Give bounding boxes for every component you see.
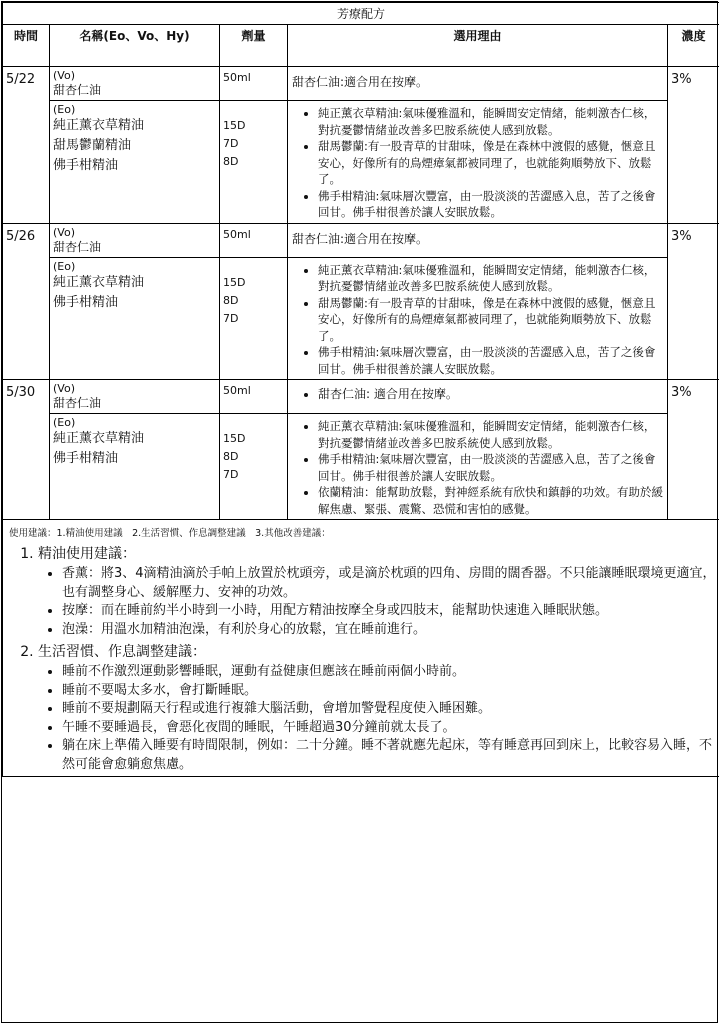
vo-dose: 50ml — [220, 380, 288, 414]
eo-oil-name: 純正薰衣草精油 — [53, 429, 216, 449]
advice-list — [3, 543, 719, 774]
eo-dose-cell — [220, 414, 288, 520]
vo-reason-cell — [288, 67, 668, 101]
vo-dose: 50ml — [220, 67, 288, 101]
eo-dose-cell — [220, 257, 288, 380]
advice-section-title: 精油使用建議： — [38, 546, 136, 562]
vo-cell — [50, 67, 220, 101]
eo-reason-cell — [288, 257, 668, 380]
eo-dose: 7D — [223, 310, 284, 328]
eo-reason: • 甜馬鬱蘭:有一股青草的甘甜味，像是在森林中渡假的感覺，愜意且安心，好像所有的鳥煙瘴氣都被同理了，也就能夠順勢放下、放鬆了。 — [318, 295, 663, 345]
advice-items — [38, 565, 719, 639]
eo-reason: • 依蘭精油：能幫助放鬆，對神經系統有欣快和鎮靜的功效。有助於緩解焦慮、緊張、震驚、恐慌和害怕的感覺。 — [318, 484, 663, 517]
eo-oil-name: 純正薰衣草精油 — [53, 273, 216, 293]
advice-item: • 睡前不要喝太多水，會打斷睡眠。 — [62, 682, 719, 701]
entry-vo-row — [3, 380, 719, 414]
vo-type-label: (Vo) — [53, 69, 216, 82]
entry-concentration: 3% — [668, 67, 719, 224]
advice-item: • 香薰：將3、4滴精油滴於手帕上放置於枕頭旁，或是滴於枕頭的四角、房間的闊香器。不只能讓睡眠環境更適宜，也有調整身心、緩解壓力、安神的功效。 — [62, 565, 719, 602]
eo-reason-cell — [288, 101, 668, 224]
eo-dose: 8D — [223, 292, 284, 310]
vo-oil-name: 甜杏仁油 — [53, 82, 216, 98]
eo-dose-cell — [220, 101, 288, 224]
eo-dose: 8D — [223, 153, 284, 171]
eo-cell — [50, 257, 220, 380]
entry-date: 5/30 — [3, 380, 50, 520]
header-concentration: 濃度 — [668, 25, 719, 67]
vo-reason: 甜杏仁油:適合用在按摩。 — [292, 75, 428, 89]
advice-item: • 睡前不要規劃隔天行程或進行複雜大腦活動，會增加警覺程度使入睡困難。 — [62, 700, 719, 719]
document-page — [1, 1, 718, 1023]
advice-items — [38, 663, 719, 774]
vo-dose: 50ml — [220, 223, 288, 257]
eo-oil-name: 純正薰衣草精油 — [53, 116, 216, 136]
eo-oil-name: 佛手柑精油 — [53, 293, 216, 313]
eo-reason: • 佛手柑精油:氣味層次豐富，由一股淡淡的苦澀感入息，苦了之後會回甘。佛手柑很善於讓人安眠放鬆。 — [318, 451, 663, 484]
eo-reason: • 純正薰衣草精油:氣味優雅溫和，能瞬間安定情緒，能刺激杏仁核，對抗憂鬱情緒並改善多巴胺系統使人感到放鬆。 — [318, 105, 663, 138]
eo-dose: 15D — [223, 274, 284, 292]
vo-cell — [50, 223, 220, 257]
advice-section — [38, 543, 719, 639]
eo-reason: • 佛手柑精油:氣味層次豐富，由一股淡淡的苦澀感入息，苦了之後會回甘。佛手柑很善於讓人安眠放鬆。 — [318, 344, 663, 377]
entry-eo-row — [3, 414, 719, 520]
eo-type-label: (Eo) — [53, 103, 216, 116]
entry-date: 5/22 — [3, 67, 50, 224]
advice-item: • 午睡不要睡過長，會惡化夜間的睡眠，午睡超過30分鐘前就太長了。 — [62, 719, 719, 738]
entry-concentration: 3% — [668, 380, 719, 520]
advice-item: • 按摩：而在睡前約半小時到一小時，用配方精油按摩全身或四肢末，能幫助快速進入睡眠狀態。 — [62, 602, 719, 621]
advice-section-title: 生活習慣、作息調整建議： — [38, 644, 206, 660]
eo-cell — [50, 414, 220, 520]
vo-oil-name: 甜杏仁油 — [53, 239, 216, 255]
entry-eo-row — [3, 257, 719, 380]
header-time: 時間 — [3, 25, 50, 67]
vo-cell — [50, 380, 220, 414]
vo-type-label: (Vo) — [53, 382, 216, 395]
entry-date: 5/26 — [3, 223, 50, 380]
advice-item: • 睡前不作激烈運動影響睡眠，運動有益健康但應該在睡前兩個小時前。 — [62, 663, 719, 682]
eo-dose: 15D — [223, 117, 284, 135]
advice-section — [38, 641, 719, 774]
eo-dose: 8D — [223, 448, 284, 466]
eo-reason-list — [292, 262, 663, 378]
advice-heading: 使用建議：1.精油使用建議 2.生活習慣、作息調整建議 3.其他改善建議： — [3, 520, 719, 541]
advice-cell — [3, 520, 719, 777]
eo-reason: • 純正薰衣草精油:氣味優雅溫和，能瞬間安定情緒，能刺激杏仁核，對抗憂鬱情緒並改善多巴胺系統使人感到放鬆。 — [318, 418, 663, 451]
vo-oil-name: 甜杏仁油 — [53, 395, 216, 411]
eo-reason-list — [292, 105, 663, 221]
aroma-formula-table — [2, 2, 719, 777]
eo-reason-list — [292, 418, 663, 517]
entry-concentration: 3% — [668, 223, 719, 380]
entry-eo-row — [3, 101, 719, 224]
formula-entries — [3, 67, 719, 520]
vo-reason: • 甜杏仁油: 適合用在按摩。 — [318, 386, 663, 403]
eo-reason: • 純正薰衣草精油:氣味優雅溫和，能瞬間安定情緒，能刺激杏仁核，對抗憂鬱情緒並改善多巴胺系統使人感到放鬆。 — [318, 262, 663, 295]
header-reason: 選用理由 — [288, 25, 668, 67]
eo-type-label: (Eo) — [53, 260, 216, 273]
vo-reason: 甜杏仁油:適合用在按摩。 — [292, 232, 428, 246]
eo-oil-name: 佛手柑精油 — [53, 156, 216, 176]
eo-oil-name: 佛手柑精油 — [53, 449, 216, 469]
entry-vo-row — [3, 223, 719, 257]
table-title: 芳療配方 — [3, 3, 719, 25]
header-dose: 劑量 — [220, 25, 288, 67]
eo-dose: 7D — [223, 466, 284, 484]
eo-dose: 15D — [223, 430, 284, 448]
eo-reason: • 佛手柑精油:氣味層次豐富，由一股淡淡的苦澀感入息，苦了之後會回甘。佛手柑很善於讓人安眠放鬆。 — [318, 188, 663, 221]
vo-reason-cell — [288, 380, 668, 414]
eo-dose: 7D — [223, 135, 284, 153]
header-name: 名稱(Eo、Vo、Hy) — [50, 25, 220, 67]
advice-item: • 泡澡：用溫水加精油泡澡，有利於身心的放鬆，宜在睡前進行。 — [62, 621, 719, 640]
eo-oil-name: 甜馬鬱蘭精油 — [53, 136, 216, 156]
vo-reason-cell — [288, 223, 668, 257]
eo-type-label: (Eo) — [53, 416, 216, 429]
eo-reason: • 甜馬鬱蘭:有一股青草的甘甜味，像是在森林中渡假的感覺，愜意且安心，好像所有的鳥煙瘴氣都被同理了，也就能夠順勢放下、放鬆了。 — [318, 138, 663, 188]
entry-vo-row — [3, 67, 719, 101]
advice-item: • 躺在床上準備入睡要有時間限制，例如：二十分鐘。睡不著就應先起床，等有睡意再回到床上，比較容易入睡，不然可能會愈躺愈焦慮。 — [62, 737, 719, 774]
vo-reason-list — [292, 386, 663, 403]
eo-reason-cell — [288, 414, 668, 520]
vo-type-label: (Vo) — [53, 226, 216, 239]
eo-cell — [50, 101, 220, 224]
